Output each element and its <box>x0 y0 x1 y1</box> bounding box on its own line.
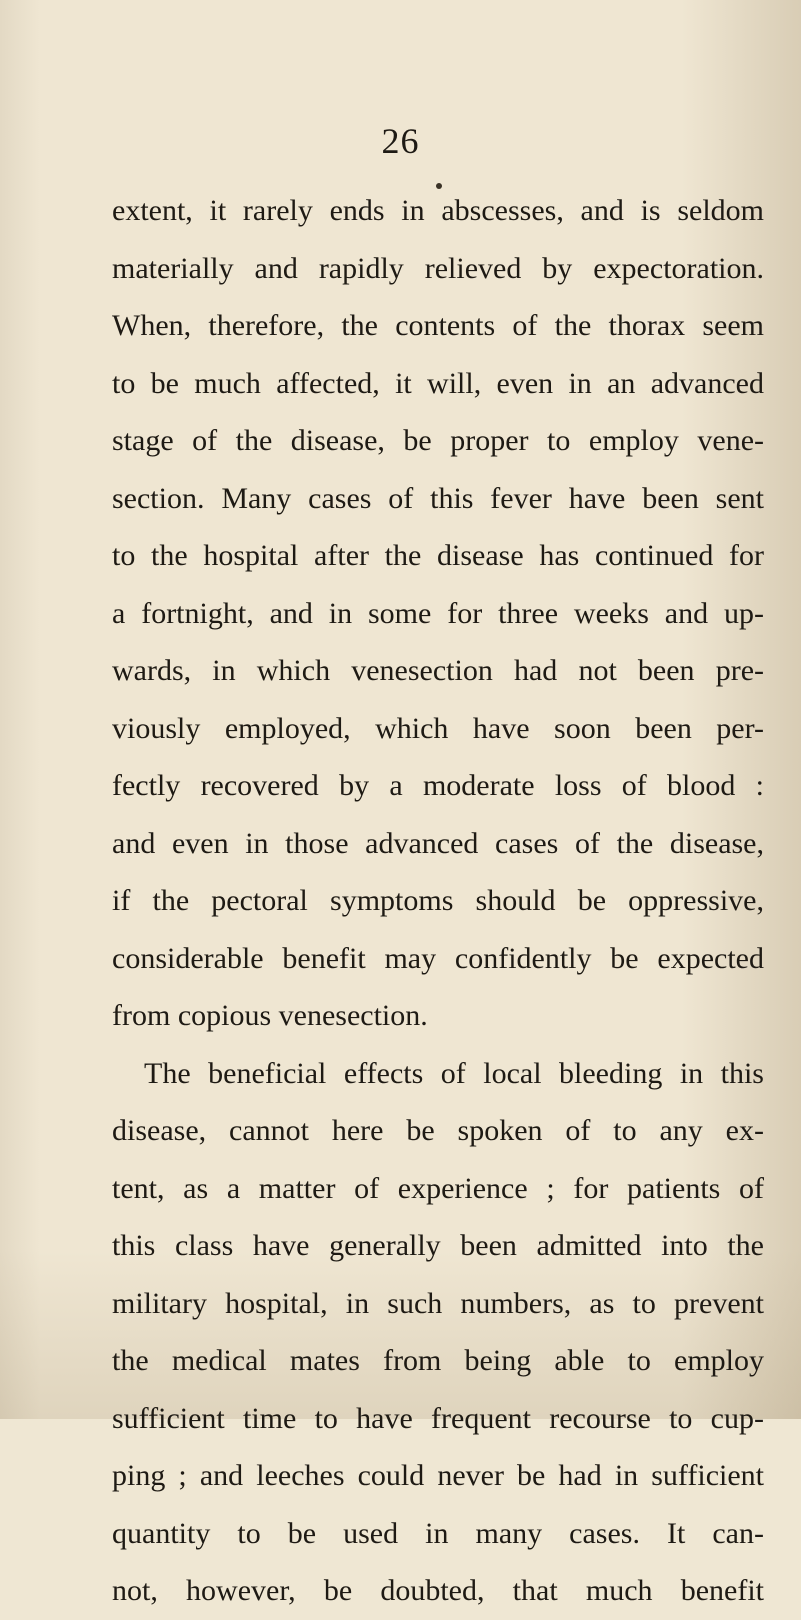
text-line: disease, cannot here be spoken of to any ex- <box>112 1114 764 1147</box>
text-line: sufficient time to have frequent recourse to cup- <box>112 1401 764 1435</box>
text-line: viously employed, which have soon been per- <box>112 711 764 745</box>
text-line: military hospital, in such numbers, as to prevent <box>112 1286 764 1320</box>
text-line: if the pectoral symptoms should be oppressive, <box>112 884 764 917</box>
text-line: from copious venesection. <box>112 999 428 1032</box>
text-line: wards, in which venesection had not been pre- <box>112 654 764 687</box>
text-line: section. Many cases of this fever have been sent <box>112 481 764 515</box>
text-line: tent, as a matter of experience ; for patients of <box>112 1171 764 1205</box>
text-line: to be much affected, it will, even in an advanced <box>112 366 764 400</box>
text-line: extent, it rarely ends in abscesses, and is seldom <box>112 194 764 227</box>
text-line: and even in those advanced cases of the disease, <box>112 826 764 860</box>
text-line: the medical mates from being able to employ <box>112 1344 764 1377</box>
text-line: stage of the disease, be proper to employ vene- <box>112 424 764 457</box>
text-line: this class have generally been admitted into the <box>112 1229 764 1262</box>
text-line: materially and rapidly relieved by expectoration. <box>112 251 764 285</box>
text-line: quantity to be used in many cases. It can- <box>112 1516 764 1550</box>
text-line: a fortnight, and in some for three weeks and up- <box>112 596 764 630</box>
text-line: not, however, be doubted, that much benefit <box>112 1574 764 1607</box>
text-line: fectly recovered by a moderate loss of blood : <box>112 769 764 802</box>
body-text <box>112 182 764 1620</box>
text-line: When, therefore, the contents of the thorax seem <box>112 309 764 342</box>
text-line: to the hospital after the disease has continued for <box>112 539 764 572</box>
page-number: 26 <box>381 121 420 161</box>
text-line: considerable benefit may confidently be expected <box>112 941 764 975</box>
text-line: ping ; and leeches could never be had in sufficient <box>112 1459 764 1492</box>
paragraph-start-line: The beneficial effects of local bleeding in this <box>144 1056 764 1090</box>
